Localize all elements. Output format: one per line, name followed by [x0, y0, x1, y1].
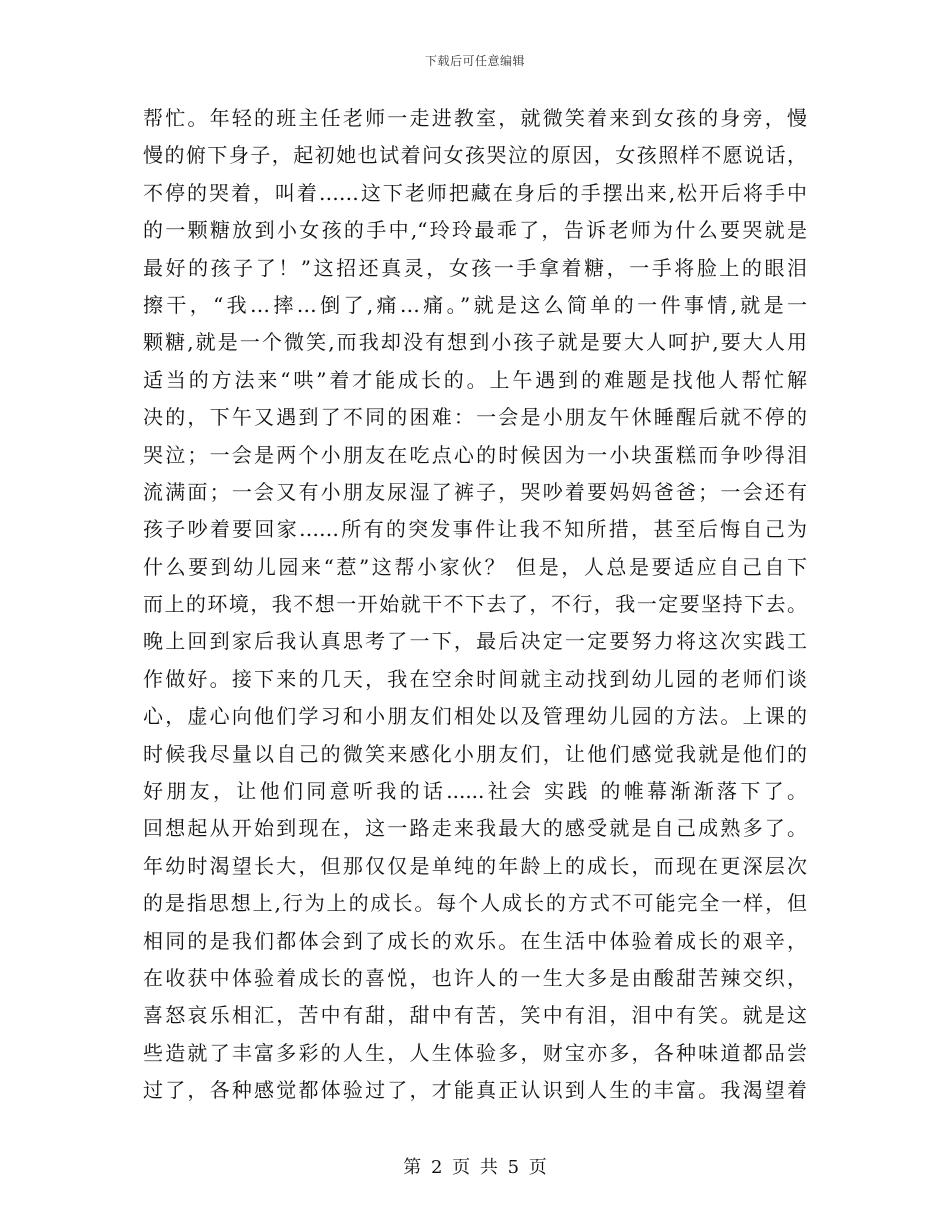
page-number: 第 2 页 共 5 页 [403, 1157, 547, 1178]
text-line: 孩子吵着要回家……所有的突发事件让我不知所措，甚至后悔自己为 [143, 517, 807, 542]
text-line: 什么要到幼儿园来“惹”这帮小家伙？ 但是，人总是要适应自己自下 [143, 554, 807, 579]
text-line: 擦干，“我…摔…倒了,痛…痛。”就是这么简单的一件事情,就是一 [143, 292, 807, 317]
text-line: 过了，各种感觉都体验过了，才能真正认识到人生的丰富。我渴望着 [143, 1078, 807, 1103]
text-line: 好朋友，让他们同意听我的话......社会 实践 的帷幕渐渐落下了。 [143, 779, 807, 804]
page-header: 下载后可任意编辑 [424, 54, 525, 68]
text-line: 适当的方法来“哄”着才能成长的。上午遇到的难题是找他人帮忙解 [143, 367, 807, 392]
text-line: 作做好。接下来的几天，我在空余时间就主动找到幼儿园的老师们谈 [143, 666, 807, 691]
text-line: 慢的俯下身子，起初她也试着问女孩哭泣的原因，女孩照样不愿说话， [143, 143, 807, 168]
text-line: 流满面；一会又有小朋友尿湿了裤子，哭吵着要妈妈爸爸；一会还有 [143, 479, 807, 504]
text-line: 哭泣；一会是两个小朋友在吃点心的时候因为一小块蛋糕而争吵得泪 [143, 442, 807, 467]
text-line: 帮忙。年轻的班主任老师一走进教室，就微笑着来到女孩的身旁，慢 [143, 106, 807, 130]
text-line: 心，虚心向他们学习和小朋友们相处以及管理幼儿园的方法。上课的 [143, 704, 807, 729]
body-text [143, 100, 807, 1110]
text-line: 喜怒哀乐相汇，苦中有甜，甜中有苦，笑中有泪，泪中有笑。就是这 [143, 1003, 807, 1028]
text-line: 决的，下午又遇到了不同的困难：一会是小朋友午休睡醒后就不停的 [143, 405, 807, 430]
text-line: 时候我尽量以自己的微笑来感化小朋友们，让他们感觉我就是他们的 [143, 741, 807, 766]
text-line: 颗糖,就是一个微笑,而我却没有想到小孩子就是要大人呵护,要大人用 [143, 330, 807, 355]
text-line: 晚上回到家后我认真思考了一下，最后决定一定要努力将这次实践工 [143, 629, 807, 654]
text-line: 相同的是我们都体会到了成长的欢乐。在生活中体验着成长的艰辛， [143, 928, 807, 953]
text-line: 的一颗糖放到小女孩的手中,“玲玲最乖了，告诉老师为什么要哭就是 [143, 218, 807, 243]
text-line: 最好的孩子了！”这招还真灵，女孩一手拿着糖，一手将脸上的眼泪 [143, 255, 807, 280]
text-line: 回想起从开始到现在，这一路走来我最大的感受就是自己成熟多了。 [143, 816, 807, 841]
text-line: 而上的环境，我不想一开始就干不下去了，不行，我一定要坚持下去。 [143, 592, 807, 617]
text-line: 年幼时渴望长大，但那仅仅是单纯的年龄上的成长，而现在更深层次 [143, 853, 807, 878]
text-line: 些造就了丰富多彩的人生，人生体验多，财宝亦多，各种味道都品尝 [143, 1040, 807, 1065]
text-line: 在收获中体验着成长的喜悦，也许人的一生大多是由酸甜苦辣交织， [143, 965, 807, 990]
text-line: 的是指思想上,行为上的成长。每个人成长的方式不可能完全一样，但 [143, 891, 807, 916]
text-line: 不停的哭着，叫着……这下老师把藏在身后的手摆出来,松开后将手中 [143, 180, 807, 205]
